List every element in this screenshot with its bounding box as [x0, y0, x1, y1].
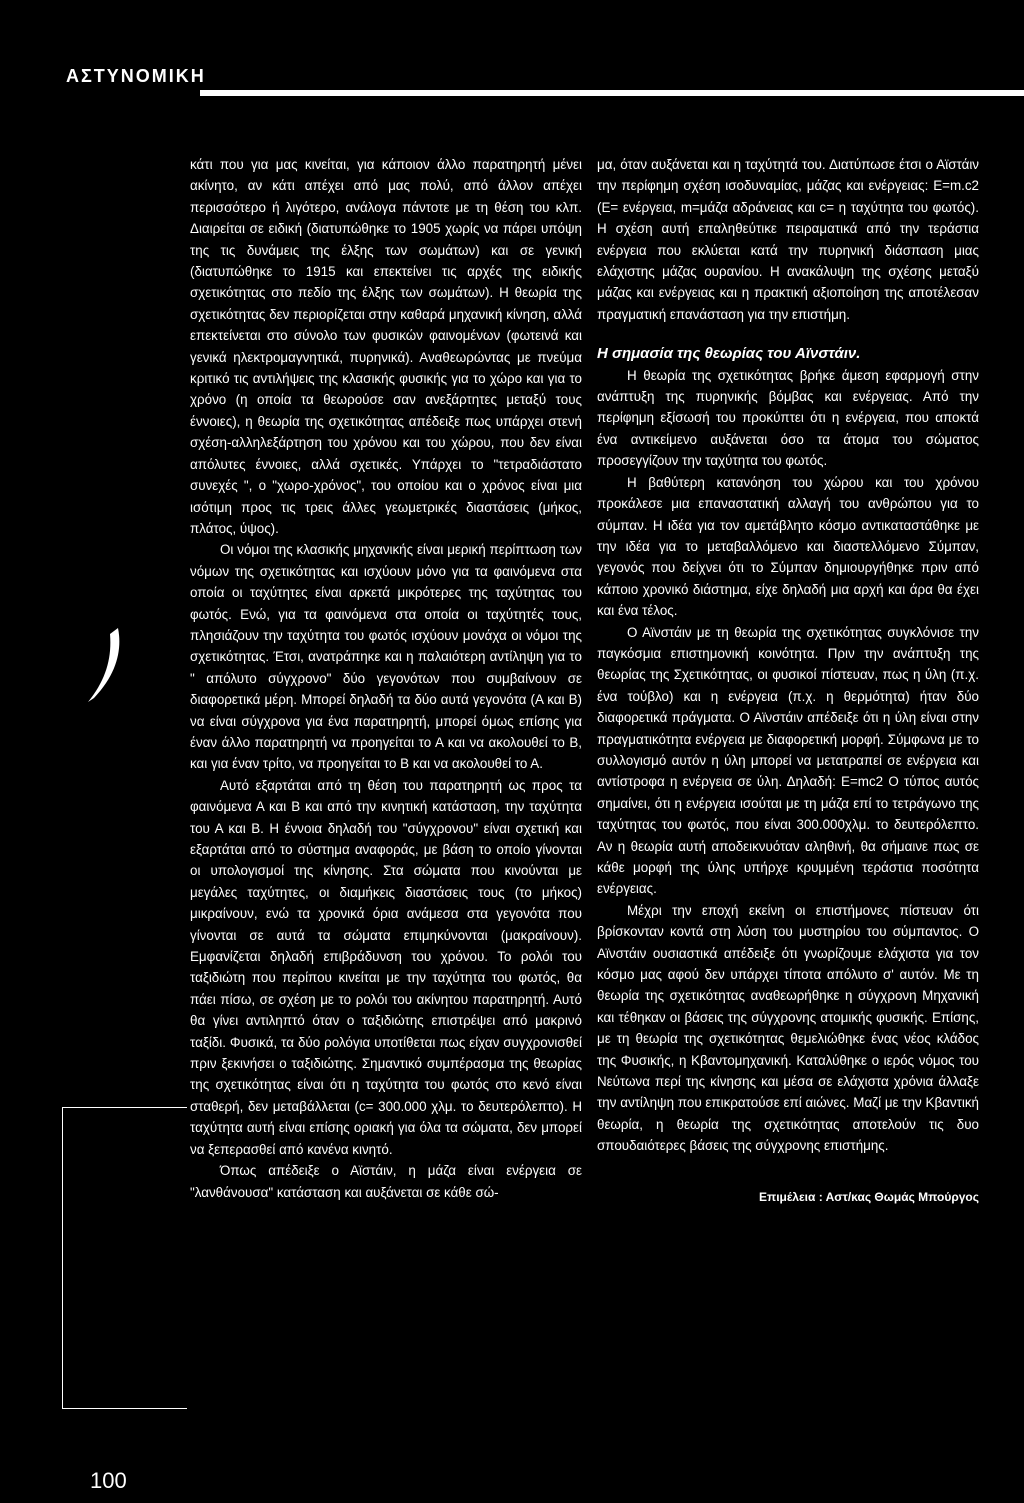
right-paragraph: Η βαθύτερη κατανόηση του χώρου και του χρόνου προκάλεσε μια επαναστατική αλλαγή του ανθρώπου για το σύμπαν. Η ιδέα για τον αμετάβλητο κόσμο αντικαταστάθηκε με την ιδέα για το μεταβαλλόμενο και διαστελλόμενο Σύμπαν, γεγονός που δείχνει ότι το Σύμπαν δημιουργήθηκε πριν από κάποιο χρονικό διάστημα, είχε δηλαδή μια αρχή και άρα θα έχει και ένα τέλος. [597, 474, 979, 619]
header-title: ΑΣΤΥΝΟΜΙΚΗ [66, 66, 206, 86]
right-paragraph: Η θεωρία της σχετικότητας βρήκε άμεση εφαρμογή στην ανάπτυξη της πυρηνικής βόμβας και ενέργειας. Από την περίφημη εξίσωσή του προκύπτει ότι η ενέργεια, που αποκτά ένα αντικείμενο αυξάνεται όσο τα άτομα του σώματος προσεγγίζουν την ταχύτητα του φωτός. [597, 367, 979, 469]
page-number: 100 [90, 1468, 127, 1493]
margin-rule [62, 1107, 63, 1408]
margin-rule [62, 1408, 187, 1409]
left-column [190, 154, 582, 1203]
author-signature: Επιμέλεια : Αστ/κας Θωμάς Μπούργος [759, 1189, 979, 1204]
left-paragraph: Όπως απέδειξε ο Αϊστάιν, η μάζα είναι ενέργεια σε "λανθάνουσα" κατάσταση και αυξάνεται σε κάθε σώ- [190, 1163, 582, 1200]
left-paragraph: κάτι που για μας κινείται, για κάποιον άλλο παρατηρητή μένει ακίνητο, αν κάτι απέχει από μας πολύ, από άλλον απέχει περισσότερο ή λιγότερο, ανάλογα πάντοτε με τη θέση του κλπ. Διαιρείται σε ειδική (διατυπώθηκε το 1905 χωρίς να πάρει υπόψη της τις δυνάμεις της έλξης των σωμάτων) και σε γενική (διατυπώθηκε το 1915 και επεκτείνει τις αρχές της ειδικής σχετικότητας στο πεδίο της έλξης των σωμάτων). Η θεωρία της σχετικότητας δεν περιορίζεται στην καθαρά μηχανική κίνηση, αλλά επεκτείνεται στο σύνολο των φυσικών φαινομένων (φωτεινά και γενικά ηλεκτρομαγνητικά, πυρηνικά). Αναθεωρώντας με πνεύμα κριτικό τις αντιλήψεις της κλασικής φυσικής για το χώρο και για το χρόνο (η οποία τα θεωρούσε σαν ανεξάρτητες μεταξύ τους έννοιες), η θεωρία της σχετικότητας απέδειξε πως υπάρχει στενή σχέση-αλληλεξάρτηση του χρόνου και του χώρου, που δεν είναι απόλυτες έννοιες, αλλά σχετικές. Υπάρχει το "τετραδιάστατο συνεχές ", ο "χωρο-χρόνος", του οποίου και ο χρόνος είναι μια ισότιμη προς τις τρεις άλλες γεωμετρικές διαστάσεις (μήκος, πλάτος, ύψος). [190, 157, 582, 536]
right-paragraph: Ο Αϊνστάιν με τη θεωρία της σχετικότητας συγκλόνισε την παγκόσμια επιστημονική κοινότητα. Πριν την ανάπτυξη της θεωρίας της Σχετικότητας, οι φυσικοί πίστευαν, πως η ύλη (π.χ. ένα τούβλο) και η ενέργεια (π.χ. η θερμότητα) ήταν δύο διαφορετικά πράγματα. Ο Αϊνστάιν απέδειξε ότι η ύλη είναι στην πραγματικότητα ενέργεια με διαφορετική μορφή. Σύμφωνα με το συλλογισμό αυτόν η ύλη μπορεί να μετατραπεί σε ενέργεια και αντίστροφα η ενέργεια σε ύλη. Δηλαδή: E=mc2 Ο τύπος αυτός σημαίνει, ότι η ενέργεια ισούται με τη μάζα επί το τετράγωνο της ταχύτητας του φωτός, που είναι 300.000χλμ. το δευτερόλεπτο. Αν η θεωρία αυτή αποδεικνυόταν αληθινή, θα σήμαινε πως σε κάθε μορφή της ύλης υπήρχε κρυμμένη τεράστια ποσότητα ενέργειας. [597, 624, 979, 897]
right-intro: μα, όταν αυξάνεται και η ταχύτητά του. Διατύπωσε έτσι ο Αϊστάιν την περίφημη σχέση ισοδυναμίας, μάζας και ενέργειας: E=m.c2 (E= ενέργεια, m=μάζα αδράνειας και c= η ταχύτητα του φωτός). Η σχέση αυτή επαληθεύτικε πειραματικά από την τεράστια ενέργεια που εκλύεται κατά την πυρηνική διάσπαση μιας ελάχιστης μάζας ουρανίου. Η ανακάλυψη της σχέσης μεταξύ μάζας και ενέργειας και η πρακτική αξιοποίηση της αποτέλεσαν πραγματική επανάσταση για την επιστήμη. [597, 157, 979, 322]
decorative-swoosh [88, 628, 128, 703]
section-subheading: Η σημασία της θεωρίας του Αϊνστάιν. [597, 345, 861, 363]
margin-rule [62, 1107, 187, 1108]
left-paragraph: Οι νόμοι της κλασικής μηχανικής είναι μερική περίπτωση των νόμων της σχετικότητας και ισχύουν μόνο για τα φαινόμενα στα οποία οι ταχύτητες είναι αρκετά μικρότερες της ταχύτητας του φωτός. Ενώ, για τα φαινόμενα στα οποία οι ταχύτητές τους, πλησιάζουν την ταχύτητα του φωτός ισχύουν μονάχα οι νόμοι της σχετικότητας. Έτσι, ανατράπηκε και η παλαιότερη αντίληψη για το " απόλυτο σύγχρονο" δύο γεγονότων που συμβαίνουν σε διαφορετικά μέρη. Μπορεί δηλαδή τα δύο αυτά γεγονότα (Α και Β) να είναι σύγχρονα για ένα παρατηρητή, μπορεί όμως επίσης για έναν άλλο παρατηρητή να προηγείται το Α και να ακολουθεί το Β, και για έναν τρίτο, να προηγείται το Β και να ακολουθεί το Α. [190, 542, 582, 772]
header-rule [200, 90, 1024, 96]
left-paragraph: Αυτό εξαρτάται από τη θέση του παρατηρητή ως προς τα φαινόμενα Α και Β και από την κινητική κατάσταση, την ταχύτητα του Α και Β. Η έννοια δηλαδή του "σύγχρονου" είναι σχετική και εξαρτάται από το σύστημα αναφοράς, με βάση το οποίο γίνονται οι υπολογισμοί της κίνησης. Στα σώματα που κινούνται με μεγάλες ταχύτητες, οι διαμήκεις διαστάσεις τους (το μήκος) μικραίνουν, ενώ τα χρονικά όρια ανάμεσα στα γεγονότα που γίνονται σε αυτά τα σώματα επιμηκύνονται (μακραίνουν). Εμφανίζεται δηλαδή επιβράδυνση του χρόνου. Το ρολόι του ταξιδιώτη που περίπου κινείται με την ταχύτητα του φωτός, θα πάει πίσω, σε σχέση με το ρολόι του ακίνητου παρατηρητή. Αυτό θα γίνει αντιληπτό όταν ο ταξιδιώτης επιστρέψει από μακρινό ταξίδι. Φυσικά, τα δύο ρολόγια υποτίθεται πως είχαν συγχρονισθεί πριν ξεκινήσει ο ταξιδιώτης. Σημαντικό συμπέρασμα της θεωρίας της σχετικότητας είναι ότι η ταχύτητα του φωτός στο κενό είναι σταθερή, δεν μεταβάλλεται (c= 300.000 χλμ. το δευτερόλεπτο). Η ταχύτητα αυτή είναι επίσης οριακή για όλα τα σώματα, δεν μπορεί να ξεπερασθεί από κανένα κινητό. [190, 777, 582, 1157]
right-paragraph: Μέχρι την εποχή εκείνη οι επιστήμονες πίστευαν ότι βρίσκονταν κοντά στη λύση του μυστηρίου του σύμπαντος. Ο Αϊνστάιν ουσιαστικά απέδειξε ότι γνωρίζουμε ελάχιστα για τον κόσμο μας αφού δεν υπάρχει τίποτα απόλυτο σ' αυτόν. Με τη θεωρία της σχετικότητας αναθεωρήθηκε η σύγχρονη Μηχανική και τέθηκαν οι βάσεις της σύγχρονης ατομικής φυσικής. Επίσης, με τη θεωρία της σχετικότητας θεμελιώθηκε ένας νέος κλάδος της Φυσικής, η Κβαντομηχανική. Καταλύθηκε ο ιερός νόμος του Νεύτωνα περί της κίνησης και μέσα σε ελάχιστα χρόνια άλλαξε την αντίληψη που επικρατούσε επί αιώνες. Μαζί με την Κβαντική θεωρία, η θεωρία της σχετικότητας αποτελούν τις δυο σπουδαιότερες βάσεις της σύγχρονης επιστήμης. [597, 902, 979, 1154]
right-column [597, 154, 979, 1208]
